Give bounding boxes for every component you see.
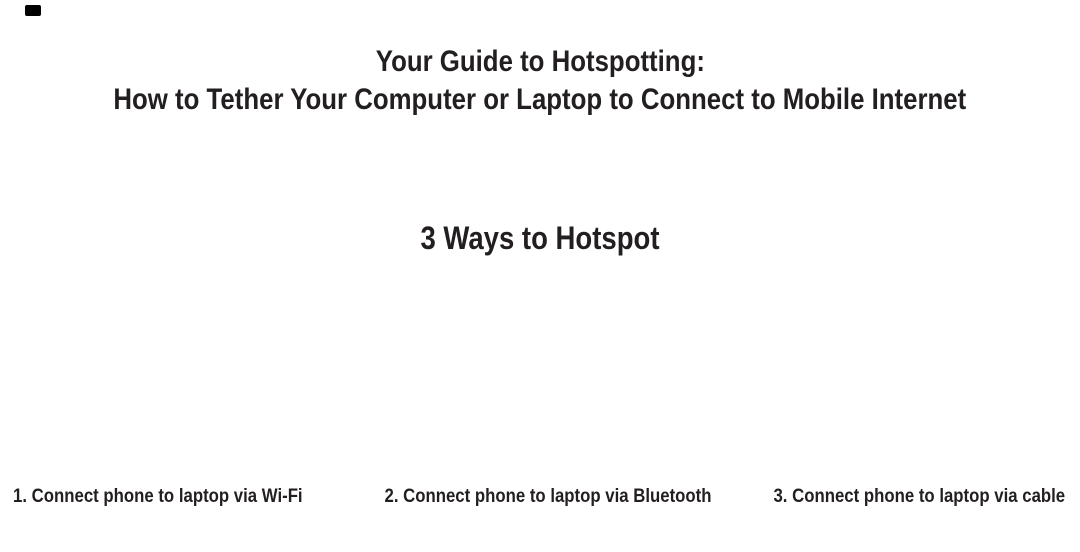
method-caption-bluetooth: 2. Connect phone to laptop via Bluetooth	[384, 485, 712, 507]
title-row	[0, 43, 1080, 81]
method-caption-cable: 3. Connect phone to laptop via cable	[773, 485, 1065, 507]
title-line-2: How to Tether Your Computer or Laptop to Connect to Mobile Internet	[113, 83, 967, 116]
method-caption-wifi: 1. Connect phone to laptop via Wi-Fi	[13, 485, 303, 507]
title-row	[0, 81, 1080, 119]
corner-mark	[25, 5, 41, 16]
page-title	[0, 43, 1080, 119]
section-heading	[0, 218, 1080, 258]
title-line-1: Your Guide to Hotspotting:	[375, 45, 705, 78]
section-heading-text: 3 Ways to Hotspot	[420, 220, 660, 256]
